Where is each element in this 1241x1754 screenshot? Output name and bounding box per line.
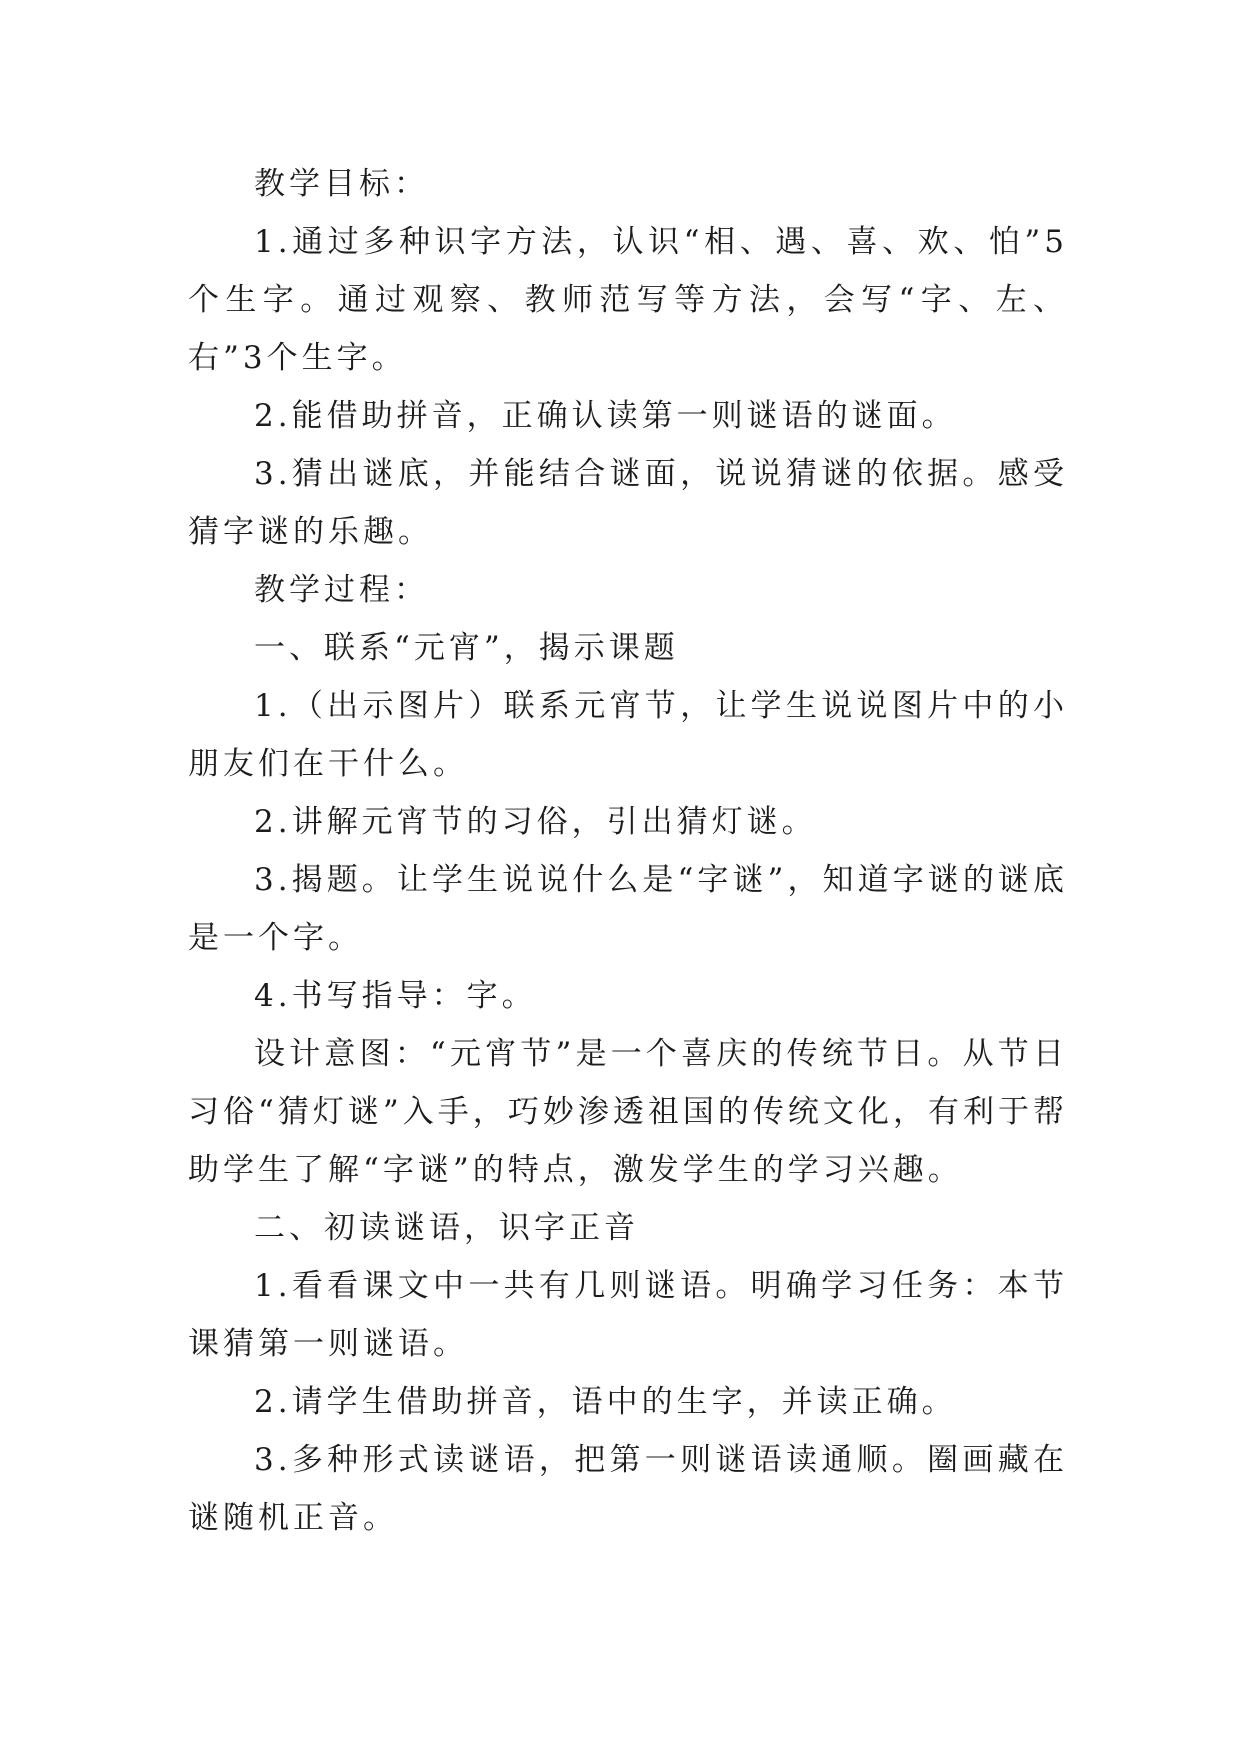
process-step-1-1: 1.（出示图片）联系元宵节，让学生说说图片中的小朋友们在干什么。 [188, 688, 1068, 782]
heading-teaching-goals: 教学目标： [254, 166, 429, 202]
process-step-2-1: 1.看看课文中一共有几则谜语。明确学习任务：本节课猜第一则谜语。 [188, 1268, 1068, 1362]
goal-item-1: 1.通过多种识字方法，认识“相、遇、喜、欢、怕”5个生字。通过观察、教师范写等方法，会写“字、左、右”3个生字。 [188, 224, 1068, 376]
heading-teaching-process: 教学过程： [254, 572, 429, 608]
design-intent: 设计意图：“元宵节”是一个喜庆的传统节日。从节日习俗“猜灯谜”入手，巧妙渗透祖国的传统文化，有利于帮助学生了解“字谜”的特点，激发学生的学习兴趣。 [188, 1036, 1068, 1188]
section-heading-1: 一、联系“元宵”，揭示课题 [254, 630, 679, 666]
goal-item-3: 3.猜出谜底，并能结合谜面，说说猜谜的依据。感受猜字谜的乐趣。 [188, 456, 1068, 550]
section-heading-2: 二、初读谜语，识字正音 [254, 1210, 639, 1246]
process-step-1-3: 3.揭题。让学生说说什么是“字谜”，知道字谜的谜底是一个字。 [188, 862, 1068, 956]
process-step-1-2: 2.讲解元宵节的习俗，引出猜灯谜。 [254, 804, 817, 840]
process-step-2-2: 2.请学生借助拼音，语中的生字，并读正确。 [254, 1384, 957, 1420]
document-body [188, 155, 1068, 1547]
process-step-2-3: 3.多种形式读谜语，把第一则谜语读通顺。圈画藏在谜随机正音。 [188, 1442, 1068, 1536]
goal-item-2: 2.能借助拼音，正确认读第一则谜语的谜面。 [254, 398, 957, 434]
process-step-1-4: 4.书写指导：字。 [254, 978, 537, 1014]
